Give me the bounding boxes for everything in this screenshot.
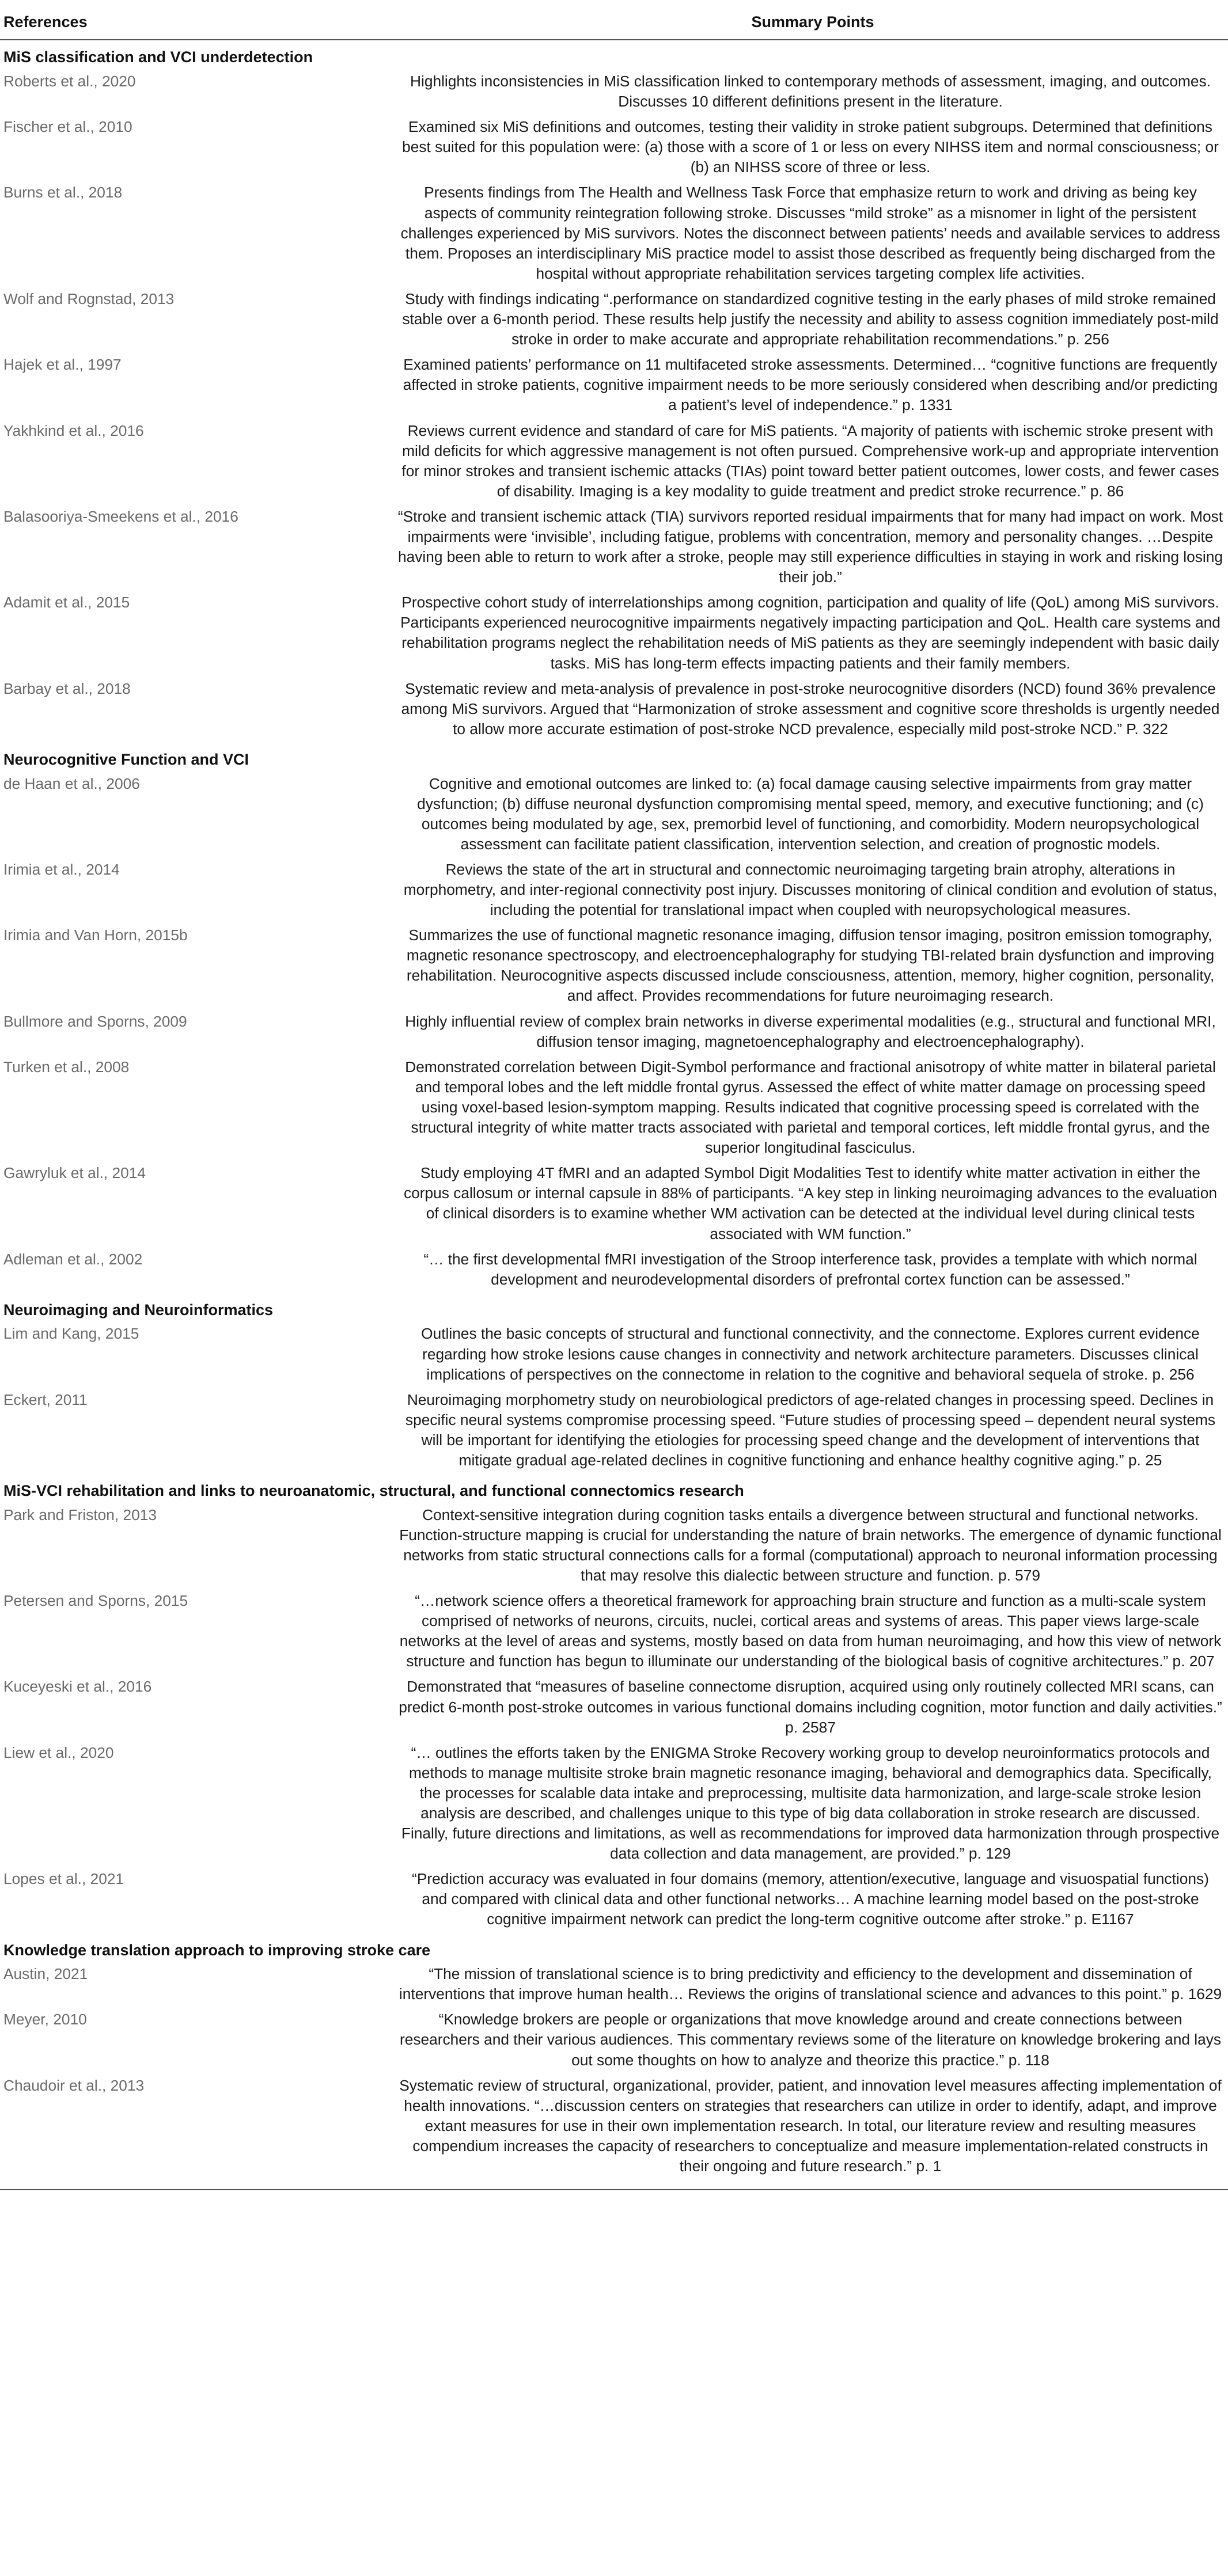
- reference-cell: de Haan et al., 2006: [3, 774, 140, 792]
- table-row: [0, 70, 1228, 115]
- reference-cell: Irimia et al., 2014: [3, 860, 120, 878]
- reference-cell: Eckert, 2011: [3, 1390, 88, 1408]
- summary-cell: Study with findings indicating “.performance on standardized cognitive testing in the early phases of mild stroke remained stable over a 6-month period. These results help justify the necessity and ability to assess cognition immediately post-mild stroke in order to make accurate and appropriate rehabilitation recommendations.” p. 256: [402, 290, 1219, 348]
- reference-cell: Kuceyeski et al., 2016: [3, 1678, 152, 1696]
- reference-cell: Austin, 2021: [3, 1965, 88, 1983]
- table-row: [0, 1055, 1228, 1161]
- reference-cell: Adleman et al., 2002: [3, 1250, 143, 1268]
- table-row: [0, 419, 1228, 505]
- summary-cell: “Stroke and transient ischemic attack (TIA) survivors reported residual impairments that for many had impact on work. Most impairments were ‘invisible’, including fatigue, problems with concentration, memory and personality changes. …Despite having been able to return to work after a stroke, people may still experience difficulties in staying in work and risking losing their job.”: [397, 507, 1223, 586]
- table-row: [0, 505, 1228, 591]
- table-header: [0, 0, 1228, 40]
- reference-cell: Liew et al., 2020: [3, 1743, 114, 1761]
- table-row: [0, 1248, 1228, 1293]
- summary-cell: Examined patients’ performance on 11 multifaceted stroke assessments. Determined… “cognitive functions are frequently affected in stroke patients, cognitive impairment needs to be more seriously considered when describing and/or predicting a patient’s level of independence.” p. 1331: [403, 356, 1218, 414]
- reference-cell: Hajek et al., 1997: [3, 356, 122, 374]
- summary-cell: Study employing 4T fMRI and an adapted Symbol Digit Modalities Test to identify white matter activation in either the corpus callosum or internal capsule in 88% of participants. “A key step in linking neuroimaging advances to the evaluation of clinical disorders is to examine whether WM activation can be detected at the individual level during clinical tests associated with WM function.”: [403, 1164, 1218, 1243]
- section-header-row: [0, 1474, 1228, 1503]
- reference-cell: Fischer et al., 2010: [3, 118, 132, 136]
- reference-cell: Lim and Kang, 2015: [3, 1325, 139, 1343]
- summary-cell: “… outlines the efforts taken by the ENIGMA Stroke Recovery working group to develop neuroinformatics protocols and methods to manage multisite stroke brain magnetic resonance imaging, behavioral and demographics data. Specifically, the processes for scalable data intake and preprocessing, multisite data harmonization, and large-scale stroke lesion analysis are described, and challenges unique to this type of big data collaboration in stroke research are discussed. Finally, future directions and limitations, as well as recommendations for improved data harmonization through prospective data collection and data management, are provided.” p. 129: [401, 1743, 1220, 1863]
- reference-cell: Park and Friston, 2013: [3, 1506, 157, 1523]
- summary-cell: “…network science offers a theoretical framework for approaching brain structure and function as a multi-scale system comprised of networks of neurons, circuits, nuclei, cortical areas and systems of areas. This paper views large-scale networks at the level of areas and systems, mostly based on data from human neuroimaging, and how this view of network structure and function has begun to illuminate our understanding of the biological basis of cognitive architectures.” p. 207: [399, 1592, 1222, 1670]
- table-row: [0, 1322, 1228, 1388]
- table-row: [0, 1675, 1228, 1741]
- reference-cell: Barbay et al., 2018: [3, 679, 131, 697]
- section-header-row: [0, 1293, 1228, 1323]
- summary-cell: Systematic review of structural, organizational, provider, patient, and innovation level measures affecting implementation of health innovations. “…discussion centers on strategies that researchers can utilize in order to identify, adapt, and improve extant measures for use in their own implementation research. In total, our literature review and resulting measures compendium increases the capacity of researchers to conceptualize and measure implementation-related constructs in their ongoing and future research.” p. 1: [397, 2074, 1228, 2190]
- reference-cell: Burns et al., 2018: [3, 184, 123, 202]
- summary-cell: “The mission of translational science is to bring predictivity and efficiency to the development and dissemination of interventions that improve human health… Reviews the origins of translational science and advances to this point.” p. 1629: [399, 1965, 1222, 2003]
- summary-cell: Prospective cohort study of interrelationships among cognition, participation and quality of life (QoL) among MiS survivors. Participants experienced neurocognitive impairments negatively impacting participation and QoL. Health care systems and rehabilitation programs neglect the rehabilitation needs of MiS patients as they are seemingly independent with basic daily tasks. MiS has long-term effects impacting patients and their family members.: [400, 594, 1221, 672]
- section-title: Neurocognitive Function and VCI: [3, 750, 249, 768]
- table-row: [0, 1388, 1228, 1474]
- summary-cell: Reviews the state of the art in structural and connectomic neuroimaging targeting brain atrophy, alterations in morphometry, and inter-regional connectivity post injury. Discusses monitoring of clinical condition and evolution of status, including the potential for translational impact when coupled with neuropsychological measures.: [403, 860, 1218, 919]
- table-row: [0, 772, 1228, 858]
- reference-cell: Irimia and Van Horn, 2015b: [3, 926, 188, 944]
- table-row: [0, 1589, 1228, 1675]
- section-title: MiS-VCI rehabilitation and links to neuroanatomic, structural, and functional connectomics research: [3, 1482, 744, 1500]
- summary-cell: Cognitive and emotional outcomes are linked to: (a) focal damage causing selective impairments from gray matter dysfunction; (b) diffuse neuronal dysfunction compromising mental speed, memory, and executive functioning; and (c) outcomes being modulated by age, sex, premorbid level of functioning, and comorbidity. Modern neuropsychological assessment can facilitate patient classification, intervention selection, and creation of prognostic models.: [417, 774, 1204, 853]
- table-row: [0, 181, 1228, 287]
- table-row: [0, 1161, 1228, 1247]
- reference-cell: Turken et al., 2008: [3, 1058, 130, 1076]
- summary-cell: Presents findings from The Health and Wellness Task Force that emphasize return to work and driving as being key aspects of community reintegration following stroke. Discusses “mild stroke” as a misnomer in light of the persistent challenges experienced by MiS survivors. Notes the disconnect between patients’ needs and available services to address them. Proposes an interdisciplinary MiS practice model to assist those described as frequently being discharged from the hospital without appropriate rehabilitation services targeting complex life activities.: [400, 184, 1221, 282]
- table-row: [0, 2008, 1228, 2073]
- summary-cell: Highlights inconsistencies in MiS classification linked to contemporary methods of assessment, imaging, and outcomes. Discusses 10 different definitions present in the literature.: [410, 73, 1211, 111]
- reference-cell: Yakhkind et al., 2016: [3, 421, 144, 439]
- table-row: [0, 591, 1228, 677]
- table-row: [0, 677, 1228, 743]
- table-body: [0, 40, 1228, 2190]
- header-references: References: [0, 0, 397, 40]
- section-title: MiS classification and VCI underdetection: [3, 48, 313, 66]
- reference-cell: Chaudoir et al., 2013: [0, 2074, 397, 2190]
- table-row: [0, 287, 1228, 353]
- reference-cell: Gawryluk et al., 2014: [3, 1164, 146, 1182]
- section-header-row: [0, 743, 1228, 772]
- summary-cell: Context-sensitive integration during cognition tasks entails a divergence between structural and functional networks. Function-structure mapping is crucial for understanding the nature of brain networks. The emergence of dynamic functional networks from static structural connections calls for a formal (computational) approach to neuronal information processing that may resolve this dialectic between structure and function. p. 579: [399, 1506, 1222, 1584]
- reference-cell: Wolf and Rognstad, 2013: [3, 290, 175, 307]
- section-header-row: [0, 40, 1228, 70]
- table-row: [0, 1010, 1228, 1055]
- section-title: Neuroimaging and Neuroinformatics: [3, 1301, 274, 1319]
- table-row: [0, 353, 1228, 419]
- summary-cell: Demonstrated correlation between Digit-Symbol performance and fractional anisotropy of white matter in bilateral parietal and temporal lobes and the left middle frontal gyrus. Assessed the effect of white matter damage on processing speed using voxel-based lesion-symptom mapping. Results indicated that cognitive processing speed is correlated with the structural integrity of white matter tracts associated with parietal and temporal cortices, left middle frontal gyrus, and the superior longitudinal fasciculus.: [405, 1058, 1216, 1157]
- summary-cell: Outlines the basic concepts of structural and functional connectivity, and the connectome. Explores current evidence regarding how stroke lesions cause changes in connectivity and network architecture parameters. Discusses clinical implications of perspectives on the connectome in relation to the cognitive and behavioral sequela of stroke. p. 256: [421, 1325, 1200, 1383]
- table-row: [0, 858, 1228, 924]
- summary-cell: Highly influential review of complex brain networks in diverse experimental modalities (e.g., structural and functional MRI, diffusion tensor imaging, magnetoencephalography and electroencephalography).: [405, 1012, 1216, 1050]
- reference-cell: Balasooriya-Smeekens et al., 2016: [3, 507, 238, 525]
- table-row: [0, 1741, 1228, 1868]
- summary-cell: “… the first developmental fMRI investigation of the Stroop interference task, provides a template with which normal development and neurodevelopmental disorders of prefrontal cortex function can be assessed.”: [423, 1250, 1197, 1288]
- table-row: [0, 924, 1228, 1009]
- reference-cell: Adamit et al., 2015: [3, 594, 130, 611]
- reference-cell: Bullmore and Sporns, 2009: [3, 1012, 187, 1030]
- table-row: [0, 2074, 1228, 2190]
- summary-cell: Examined six MiS definitions and outcomes, testing their validity in stroke patient subgroups. Determined that definitions best suited for this population were: (a) those with a score of 1 or less on every NIHSS item and normal consciousness; or (b) an NIHSS score of three or less.: [402, 118, 1219, 176]
- reference-cell: Meyer, 2010: [3, 2011, 87, 2028]
- reference-cell: Lopes et al., 2021: [3, 1870, 124, 1888]
- summary-cell: Reviews current evidence and standard of care for MiS patients. “A majority of patients with ischemic stroke present with mild deficits for which aggressive management is not often pursued. Comprehensive work-up and appropriate intervention for minor strokes and transient ischemic attacks (TIAs) point toward better patient outcomes, lower costs, and fewer cases of disability. Imaging is a key modality to guide treatment and predict stroke recurrence.” p. 86: [401, 421, 1219, 500]
- summary-cell: Systematic review and meta-analysis of prevalence in post-stroke neurocognitive disorders (NCD) found 36% prevalence among MiS survivors. Argued that “Harmonization of stroke assessment and cognitive score thresholds is urgently needed to allow more accurate estimation of post-stroke NCD prevalence, especially mild post-stroke NCD.” P. 322: [401, 679, 1220, 738]
- header-summary-points: Summary Points: [397, 0, 1228, 40]
- section-header-row: [0, 1933, 1228, 1963]
- section-title: Knowledge translation approach to improving stroke care: [3, 1941, 431, 1959]
- table-row: [0, 1867, 1228, 1933]
- summary-cell: “Prediction accuracy was evaluated in four domains (memory, attention/executive, language and visuospatial functions) and compared with clinical data and other functional networks… A machine learning model based on the post-stroke cognitive impairment network can predict the long-term cognitive outcome after stroke.” p. E1167: [412, 1870, 1209, 1928]
- reference-cell: Roberts et al., 2020: [3, 73, 136, 90]
- table-row: [0, 1503, 1228, 1589]
- summary-cell: Demonstrated that “measures of baseline connectome disruption, acquired using only routinely collected MRI scans, can predict 6-month post-stroke outcomes in various functional domains including cognition, motor function and daily activities.” p. 2587: [399, 1678, 1222, 1736]
- reference-cell: Petersen and Sporns, 2015: [3, 1592, 188, 1610]
- table-row: [0, 1962, 1228, 2008]
- summary-cell: “Knowledge brokers are people or organizations that move knowledge around and create connections between researchers and their various audiences. This commentary reviews some of the literature on knowledge brokering and lays out some thoughts on how to analyze and theorize this practice.” p. 118: [399, 2011, 1222, 2069]
- summary-cell: Neuroimaging morphometry study on neurobiological predictors of age-related changes in processing speed. Declines in specific neural systems compromise processing speed. “Future studies of processing speed – dependent neural systems will be important for identifying the etiologies for processing speed change and the development of interventions that mitigate gradual age-related declines in cognitive functioning and enhance healthy cognitive aging.” p. 25: [405, 1390, 1216, 1469]
- summary-cell: Summarizes the use of functional magnetic resonance imaging, diffusion tensor imaging, positron emission tomography, magnetic resonance spectroscopy, and electroencephalography for studying TBI-related brain dysfunction and improving rehabilitation. Neurocognitive aspects discussed include consciousness, attention, memory, higher cognition, personality, and affect. Provides recommendations for future neuroimaging research.: [406, 926, 1215, 1005]
- table-row: [0, 115, 1228, 181]
